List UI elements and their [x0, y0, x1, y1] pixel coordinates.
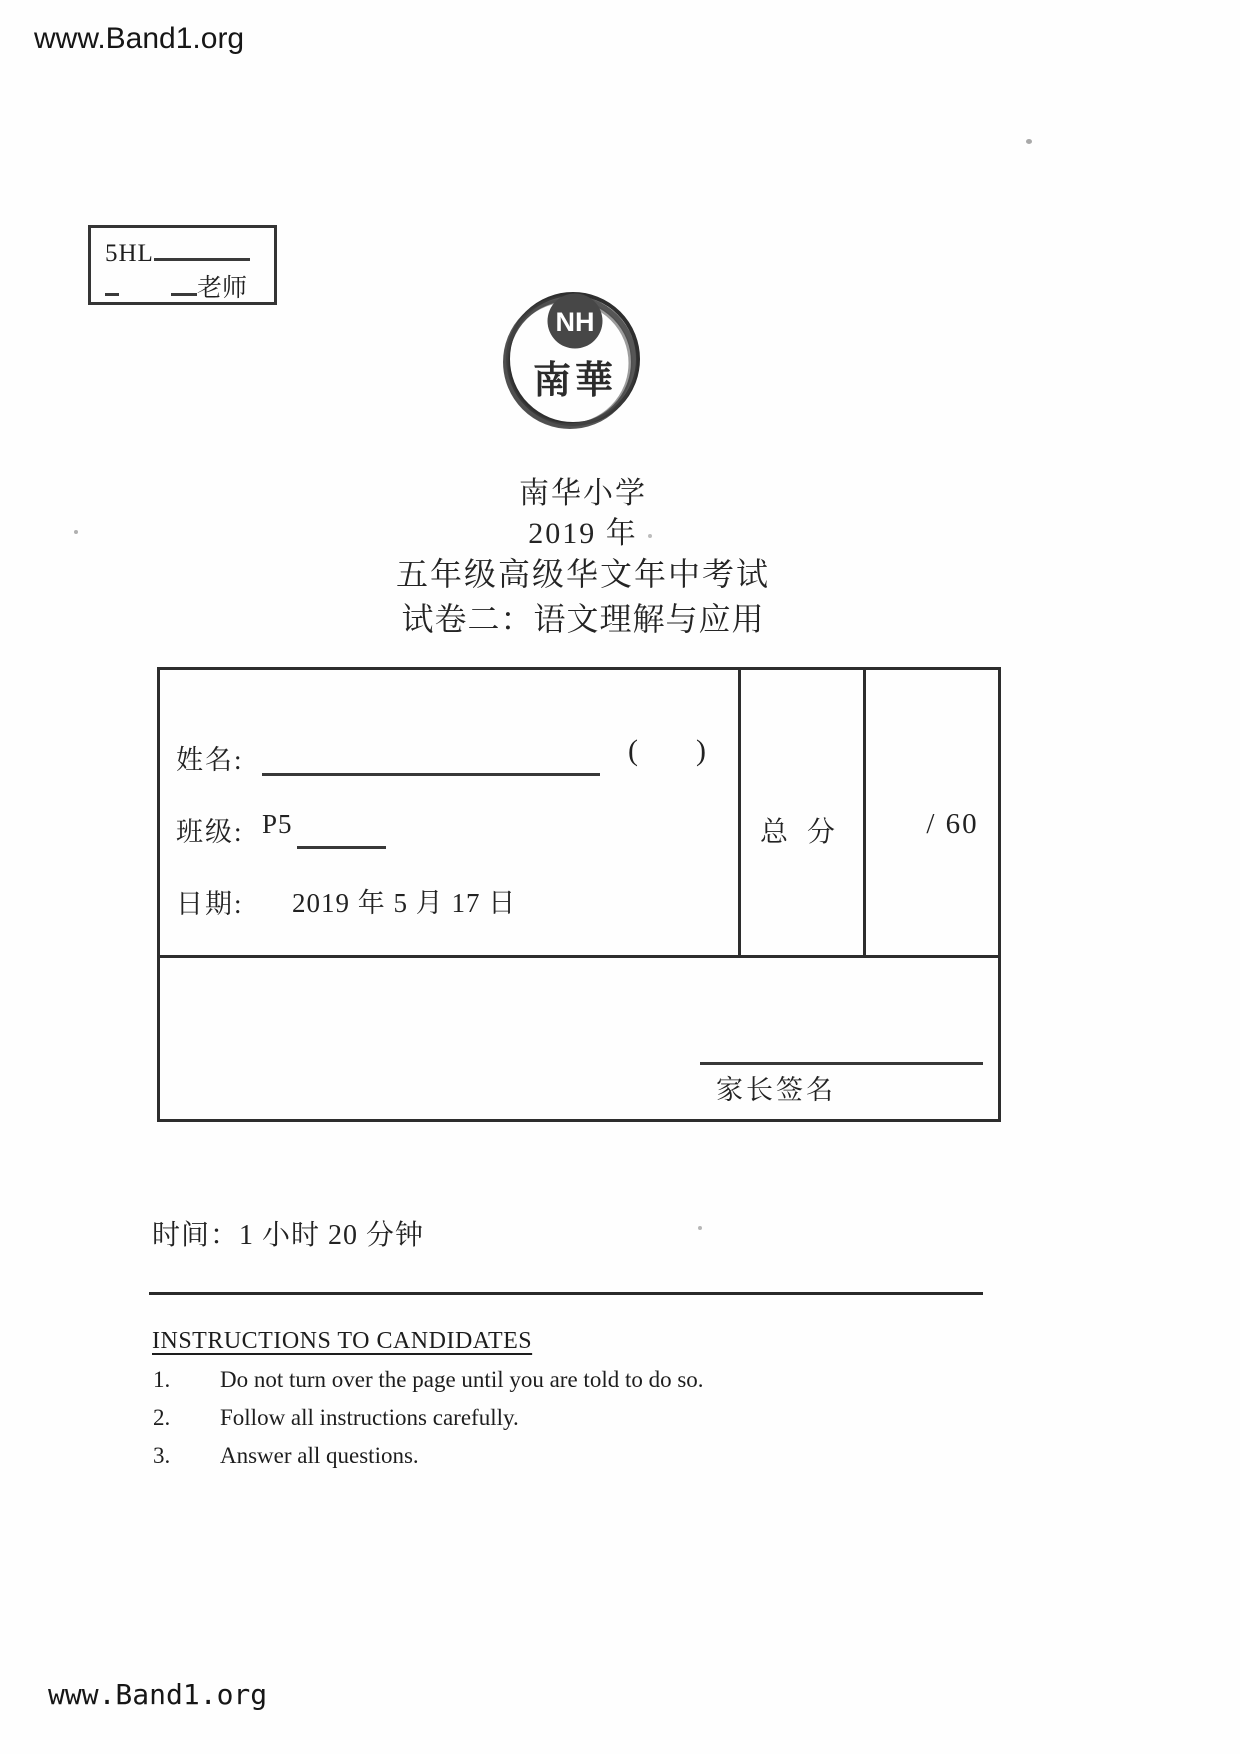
class-blank-line [297, 846, 386, 849]
name-blank-line [262, 773, 600, 776]
class-teacher-box [88, 225, 277, 305]
section-divider-rule [149, 1292, 983, 1295]
table-divider-horizontal [160, 955, 998, 958]
watermark-bottom: www.Band1.org [48, 1678, 268, 1711]
school-logo-icon [503, 291, 643, 431]
candidate-info-table [157, 667, 1001, 1122]
class-code-line [105, 236, 250, 268]
teacher-name-line [105, 268, 247, 304]
instruction-1-number: 1. [153, 1367, 171, 1392]
teacher-suffix-label: 老师 [197, 275, 248, 302]
watermark-top: www.Band1.org [34, 22, 245, 55]
logo-monogram: NH [555, 307, 595, 337]
instruction-2-number: 2. [153, 1405, 171, 1430]
scan-speck [648, 534, 652, 538]
title-paper-name: 试卷二：语文理解与应用 [401, 601, 765, 637]
teacher-blank-line [171, 273, 197, 296]
duration-line [152, 1213, 424, 1253]
index-paren-open: ( [628, 734, 640, 767]
instruction-1-text: Do not turn over the page until you are told to do so. [220, 1367, 704, 1392]
instruction-3-number: 3. [153, 1443, 171, 1468]
title-school-name: 南华小学 [519, 477, 647, 510]
class-code: 5HL [105, 240, 154, 267]
date-value: 2019 年 5 月 17 日 [292, 888, 517, 918]
class-label: 班级: [176, 817, 244, 847]
title-exam-year: 2019 年 [528, 517, 638, 550]
logo-school-name: 南華 [532, 360, 618, 402]
scan-speck [698, 1226, 702, 1230]
duration-label: 时间： [152, 1220, 240, 1251]
parent-signature-label: 家长签名 [716, 1075, 836, 1105]
total-score-value: / 60 [926, 808, 979, 840]
class-code-blank-line [154, 236, 250, 261]
name-label: 姓名: [176, 745, 244, 775]
title-exam-name: 五年级高级华文年中考试 [395, 556, 770, 592]
scan-speck [74, 530, 78, 534]
date-label: 日期: [176, 889, 244, 919]
index-paren-close: ) [696, 734, 708, 767]
instruction-2-text: Follow all instructions carefully. [220, 1405, 519, 1430]
parent-signature-line [700, 1062, 983, 1065]
duration-value: 1 小时 20 分钟 [239, 1220, 425, 1251]
instructions-heading: INSTRUCTIONS TO CANDIDATES [152, 1328, 533, 1354]
teacher-blank-short [105, 273, 119, 296]
scan-speck [1026, 139, 1032, 144]
school-logo-svg [503, 291, 643, 431]
class-value: P5 [262, 809, 293, 839]
total-score-label: 总 分 [759, 817, 841, 848]
instruction-3-text: Answer all questions. [220, 1443, 419, 1468]
